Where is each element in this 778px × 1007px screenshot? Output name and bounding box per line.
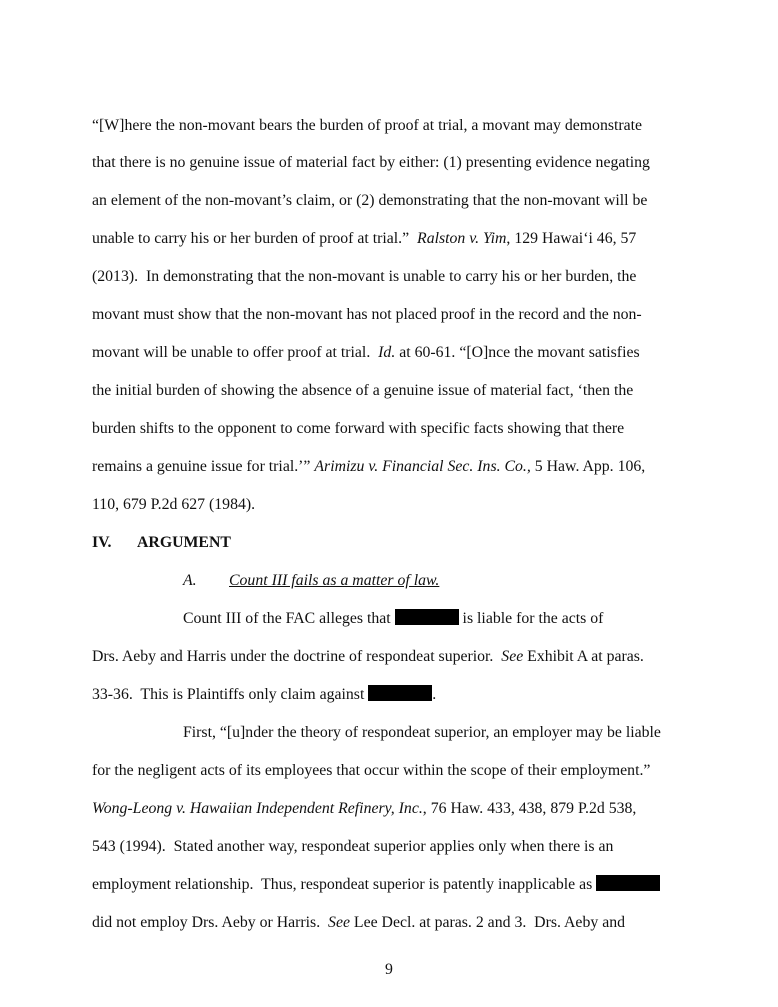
- text: 33-36. This is Plaintiffs only claim against: [92, 686, 369, 703]
- text: 110, 679 P.2d 627 (1984).: [92, 496, 256, 513]
- text: unable to carry his or her burden of proof at trial.”: [92, 230, 418, 247]
- body-line: [92, 229, 636, 249]
- body-line: [183, 723, 661, 743]
- redaction-block: [368, 685, 432, 701]
- redaction-block: [596, 875, 660, 891]
- text: burden shifts to the opponent to come forward with specific facts showing that there: [92, 420, 625, 437]
- text: at 60-61. “[O]nce the movant satisfies: [395, 344, 640, 361]
- body-line: [92, 647, 644, 667]
- body-line: [92, 116, 642, 136]
- body-line: [92, 419, 624, 439]
- text: is liable for the acts of: [458, 610, 604, 627]
- text: , 129 Hawai‘i 46, 57: [506, 230, 637, 247]
- text: employment relationship. Thus, respondeat superior is patently inapplicable as: [92, 876, 597, 893]
- body-line: [92, 913, 625, 933]
- text: the initial burden of showing the absence of a genuine issue of material fact, ‘then the: [92, 382, 634, 399]
- body-line: [92, 305, 642, 325]
- body-line: [92, 191, 647, 211]
- case-citation: Wong-Leong v. Hawaiian Independent Refinery, Inc.: [92, 800, 423, 817]
- text: Exhibit A at paras.: [523, 648, 644, 665]
- page-number: 9: [385, 961, 393, 978]
- body-line: [92, 495, 255, 515]
- text: (2013). In demonstrating that the non-movant is unable to carry his or her burden, the: [92, 268, 637, 285]
- section-title: ARGUMENT: [137, 534, 231, 551]
- text: Count III of the FAC alleges that: [183, 610, 395, 627]
- text: Lee Decl. at paras. 2 and 3. Drs. Aeby and: [349, 914, 626, 931]
- text: remains a genuine issue for trial.’”: [92, 458, 315, 475]
- text: .: [432, 686, 437, 703]
- text: an element of the non-movant’s claim, or (2) demonstrating that the non-movant will be: [92, 192, 648, 209]
- text: for the negligent acts of its employees that occur within the scope of their employment.”: [92, 762, 651, 779]
- case-citation: Arimizu v. Financial Sec. Ins. Co.,: [314, 458, 531, 475]
- text: , 76 Haw. 433, 438, 879 P.2d 538,: [422, 800, 637, 817]
- body-line: [92, 685, 436, 705]
- text: 5 Haw. App. 106,: [530, 458, 646, 475]
- redaction-block: [395, 609, 459, 625]
- body-line: [92, 267, 636, 287]
- body-line: [92, 343, 640, 363]
- body-line: [92, 381, 633, 401]
- text: that there is no genuine issue of material fact by either: (1) presenting evidence negating: [92, 154, 650, 171]
- body-line: [92, 153, 650, 173]
- section-number: IV.: [92, 534, 112, 551]
- text: movant must show that the non-movant has not placed proof in the record and the non-: [92, 306, 642, 323]
- body-line: [92, 875, 660, 895]
- subsection-letter: A.: [183, 572, 197, 589]
- text: movant will be unable to offer proof at trial.: [92, 344, 379, 361]
- body-line: [92, 837, 613, 857]
- body-line: [92, 457, 645, 477]
- body-line: [92, 761, 650, 781]
- text: 543 (1994). Stated another way, respondeat superior applies only when there is an: [92, 838, 614, 855]
- subsection-title: Count III fails as a matter of law.: [229, 572, 440, 589]
- case-citation: Id.: [378, 344, 396, 361]
- case-citation: Ralston v. Yim: [417, 230, 507, 247]
- text: did not employ Drs. Aeby or Harris.: [92, 914, 329, 931]
- text: “[W]here the non-movant bears the burden of proof at trial, a movant may demonstrate: [92, 117, 643, 134]
- text: First, “[u]nder the theory of respondeat superior, an employer may be liable: [183, 724, 661, 741]
- signal-word: See: [328, 914, 350, 931]
- signal-word: See: [501, 648, 524, 665]
- text: Drs. Aeby and Harris under the doctrine of respondeat superior.: [92, 648, 502, 665]
- body-line: [183, 609, 603, 629]
- body-line: [92, 799, 636, 819]
